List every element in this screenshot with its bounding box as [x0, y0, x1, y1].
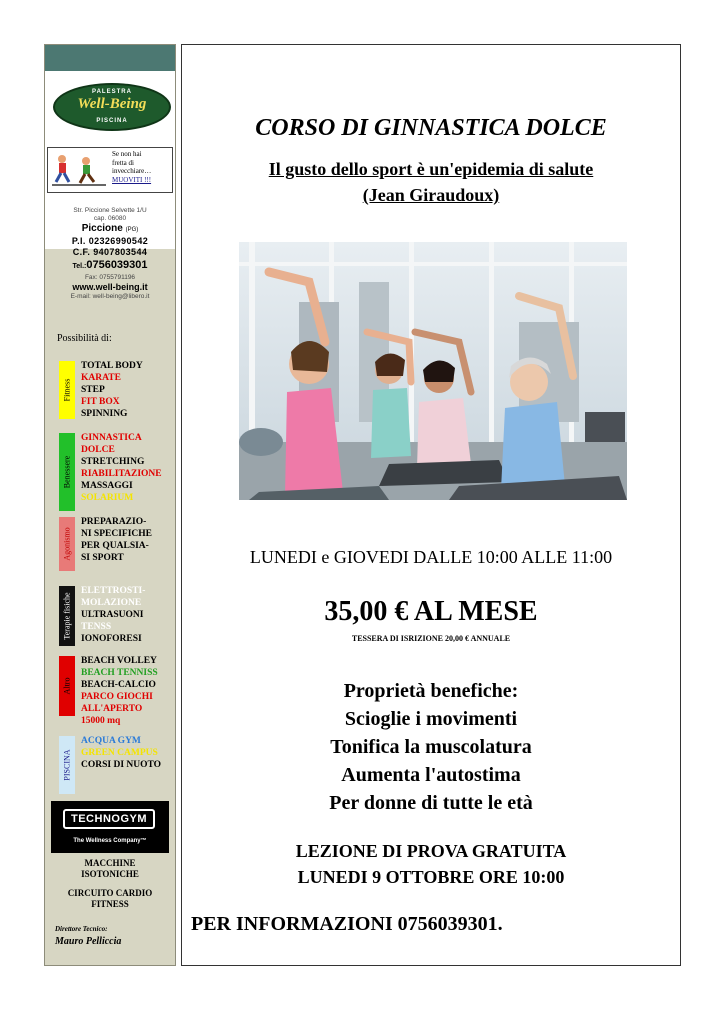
motto-line: Se non hai	[112, 150, 142, 158]
category-items	[81, 432, 175, 504]
city-line	[45, 223, 175, 236]
trial-lesson: LEZIONE DI PROVA GRATUITA	[295, 841, 567, 861]
category-item: ELETTROSTI-	[81, 586, 146, 596]
logo-name: Well-Being	[77, 96, 147, 112]
technogym-wordmark: TECHNOGYM	[63, 809, 155, 829]
benefit-item: Aumenta l'autostima	[341, 764, 521, 786]
director-name: Mauro Pelliccia	[55, 936, 122, 947]
category-item: TENSS	[81, 622, 112, 632]
possibilities-title: Possibilità di:	[57, 333, 112, 344]
province: (PG)	[125, 227, 139, 233]
cardio-text: CIRCUITO CARDIO FITNESS	[67, 888, 153, 909]
category-item: GREEN CAMPUS	[81, 748, 158, 758]
category-items	[81, 516, 175, 564]
website-link[interactable]: www.well-being.it	[72, 282, 148, 292]
sidebar-top-bar	[45, 45, 175, 71]
gym-class-photo	[239, 242, 627, 500]
category-item: PARCO GIOCHI	[81, 692, 153, 702]
category-item: GINNASTICA	[81, 433, 142, 443]
category-item: BEACH TENNISS	[81, 668, 158, 678]
phone-number: 0756039301	[86, 259, 148, 271]
quote-author: (Jean Giraudoux)	[362, 185, 500, 205]
category-tag	[59, 586, 75, 646]
category-item: SPINNING	[81, 409, 128, 419]
category-tag-label: PISCINA	[62, 749, 72, 781]
motto-line: invecchiare…	[112, 167, 152, 175]
schedule: LUNEDI e GIOVEDI DALLE 10:00 ALLE 11:00	[249, 547, 613, 567]
technogym-logo	[51, 801, 169, 853]
category-item: BEACH VOLLEY	[81, 656, 157, 666]
category-item: BEACH-CALCIO	[81, 680, 156, 690]
sidebar	[44, 44, 176, 966]
category-tag	[59, 656, 75, 716]
category-item: MASSAGGI	[81, 481, 133, 491]
category-item: ACQUA GYM	[81, 736, 141, 746]
tax-code: C.F. 9407803544	[72, 247, 148, 257]
phone-label: Tel.:	[72, 263, 87, 270]
motto-highlight: MUOVITI !!!	[112, 175, 152, 184]
well-being-logo	[53, 83, 171, 131]
category-tag-label: Altro	[62, 677, 72, 695]
info-phone: PER INFORMAZIONI 0756039301.	[191, 913, 503, 935]
benefit-item: Per donne di tutte le età	[329, 792, 533, 814]
registration-fee: TESSERA DI ISRIZIONE 20,00 € ANNUALE	[351, 634, 511, 643]
benefits-title: Proprietà benefiche:	[343, 680, 519, 702]
motto-box	[47, 147, 173, 193]
phone-line	[45, 258, 175, 274]
category-tag	[59, 736, 75, 794]
category-item: ALL'APERTO	[81, 704, 143, 714]
category-items	[81, 655, 175, 727]
category-items	[81, 735, 175, 771]
main-flyer	[181, 44, 681, 966]
category-item: DOLCE	[81, 445, 115, 455]
technogym-tagline: The Wellness Company™	[73, 838, 147, 844]
city: Piccione	[81, 223, 123, 234]
category-item: RIABILITAZIONE	[81, 469, 162, 479]
category-item: NI SPECIFICHE	[81, 529, 152, 539]
benefit-item: Scioglie i movimenti	[344, 708, 518, 730]
logo-bottom-text: PISCINA	[96, 118, 128, 124]
category-item: ULTRASUONI	[81, 610, 144, 620]
category-tag-label: Fitness	[62, 378, 72, 402]
category-item: FIT BOX	[81, 397, 120, 407]
motto-line: fretta di	[112, 158, 134, 167]
contact-block	[45, 207, 175, 301]
category-tag-label: Terapie fisiche	[62, 592, 72, 640]
email-link[interactable]: E-mail: well-being@libero.it	[70, 293, 150, 300]
category-tag	[59, 433, 75, 511]
category-items	[81, 585, 175, 645]
benefits-block	[182, 677, 680, 817]
category-items	[81, 360, 175, 420]
logo-top-text: PALESTRA	[92, 89, 132, 95]
category-tag-label: Agonismo	[62, 527, 72, 561]
monthly-price: 35,00 € AL MESE	[324, 596, 538, 627]
category-item: SI SPORT	[81, 553, 124, 563]
address: Str. Piccione Selvette 1/U	[73, 207, 147, 214]
motto-text	[112, 150, 174, 184]
category-item: MOLAZIONE	[81, 598, 142, 608]
category-item: PER QUALSIA-	[81, 541, 149, 551]
director-label: Direttore Tecnico:	[55, 925, 108, 933]
quote	[182, 156, 680, 208]
category-item: PREPARAZIO-	[81, 517, 147, 527]
running-figures-icon	[50, 152, 108, 188]
free-trial-block	[182, 838, 680, 890]
category-item: KARATE	[81, 373, 121, 383]
category-item: SOLARIUM	[81, 493, 134, 503]
fax-number: Fax: 0755791196	[84, 274, 136, 281]
benefit-item: Tonifica la muscolatura	[330, 736, 532, 758]
machines-text: MACCHINE ISOTONICHE	[81, 858, 139, 879]
postal-code: cap. 06080	[93, 215, 127, 222]
category-tag	[59, 361, 75, 419]
category-item: TOTAL BODY	[81, 361, 143, 371]
quote-text: Il gusto dello sport è un'epidemia di salute	[268, 159, 594, 179]
category-item: STRETCHING	[81, 457, 145, 467]
category-item: IONOFORESI	[81, 634, 142, 644]
vat-number: P.I. 02326990542	[71, 236, 149, 246]
category-tag-label: Benessere	[62, 455, 72, 489]
category-item: STEP	[81, 385, 105, 395]
category-item: CORSI DI NUOTO	[81, 760, 162, 770]
category-item: 15000 mq	[81, 716, 121, 726]
category-tag	[59, 517, 75, 571]
trial-date: LUNEDI 9 OTTOBRE ORE 10:00	[297, 867, 565, 887]
course-title: CORSO DI GINNASTICA DOLCE	[255, 115, 607, 141]
